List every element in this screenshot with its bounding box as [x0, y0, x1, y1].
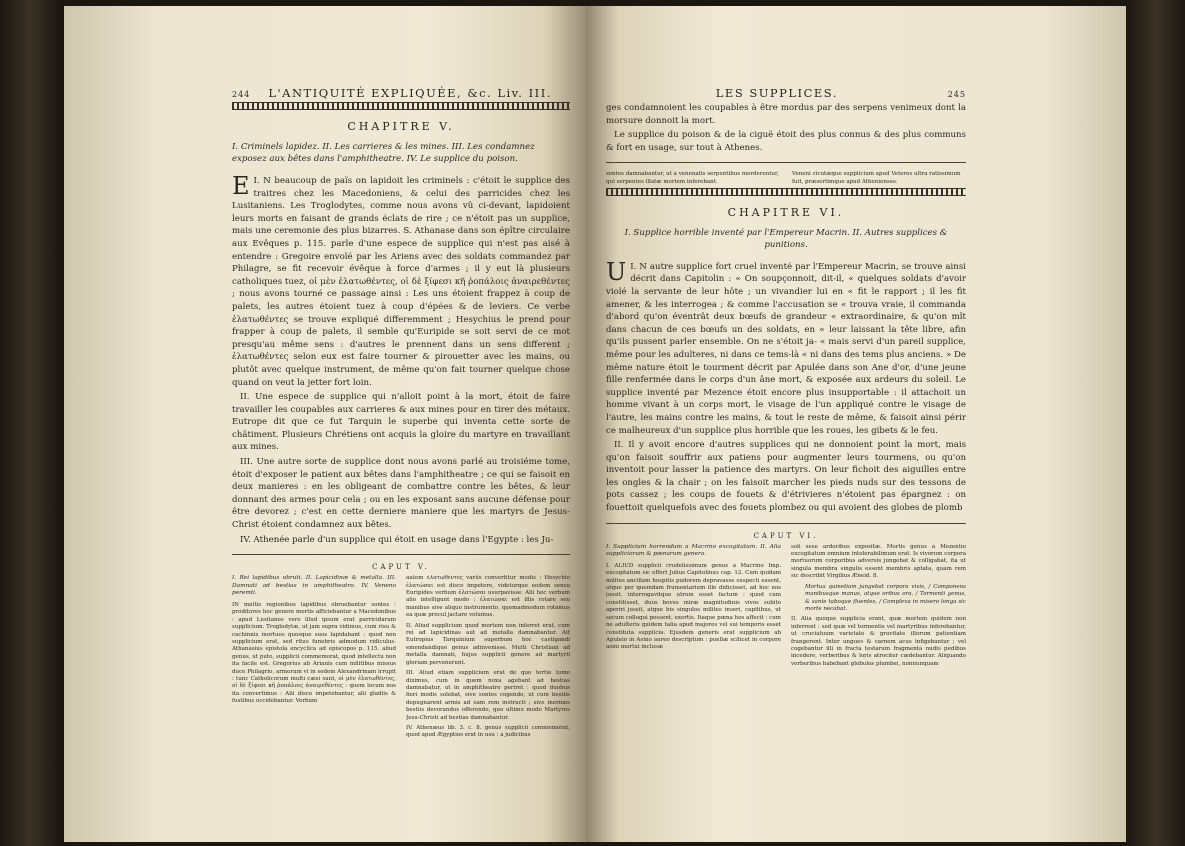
paragraph-1 — [232, 172, 571, 389]
page-number: 245 — [947, 90, 966, 99]
latin-footnote-right: Veneni cicutæque supplicium apud Veteres ultra ratissimum fuit, præsertimque apud Athenienses. — [792, 171, 961, 185]
latin-paragraph: IV. Athenæus lib. 3. c. 8. genus supplicii commemorat, quod apud Ægyptios erat in usu : a judicibus — [406, 724, 570, 739]
chapter-heading: CHAPITRE V. — [347, 120, 455, 133]
latin-paragraph: soli sese ardoribus expositæ. Mortis genus a Mezentio excogitatum omnium intolerabilimum erat. Is vivorum corpora mortuorum corporibus adversis jungebat & colligabat, ita ut singula membra singulis essent membris aptata, quam rem sic describit Virgilius Æneid. 8. — [791, 543, 966, 580]
divider — [606, 162, 966, 163]
paragraph-2: II. Il y avoit encore d'autres supplices qui ne donnoient point la mort, mais qu'on faisoit souffrir aux patiens pour augmenter leurs tourmens, ou qu'on inventoit pour lasser la patience des martyrs. On leur fichoit des aiguilles entre les ongles & la chair ; on les faisoit marcher les pieds nuds sur des tessons de pots cassez ; les coups de fouets & d'étrivieres n'étoient pas épargnez : on fouettoit quelquefois avec des fouets plombez ou qui avoient des globes de plomb — [606, 440, 966, 514]
ornamental-band — [606, 188, 966, 196]
latin-column-right — [791, 544, 966, 672]
divider — [232, 554, 570, 555]
left-page — [64, 6, 586, 842]
chapter-summary: I. Supplice horrible inventé par l'Empereur Macrin. II. Autres supplices & punitions. — [624, 227, 948, 250]
latin-column-left — [606, 544, 781, 672]
latin-paragraph: IN multis regionibus lapidibus obruebantur sontes : proditores hoc genere mortis afficiebantur a Macedonibus : apud Lusitanos vero illud ipsum erat parricidarum supplicium. Troglodytæ, ut jam supra vidimus, cum risu & cachinnis mortuos quosque suos lapidabant : quod non supplicium erat, sed ritus funebris admodum ridiculus. Athanasius epistola encyclica ad episcopos p. 115. aliud genus, ut puto, supplicii commemorat, quod intellectu non ita facile est. Gregorius ab Arianis cum militibus missus duce Philagrio, armorum vi in sedem Alexandrinam irrupit : tunc Catholicorum multi cæsi sunt, οἱ μὲν ἐλατωθέντες, οἱ δὲ ξίφεσι κῆ ῥοπάλοις ἀναιρεθέντες : quem locum nos ita convertimus : Alii disco impetebantur, alii gladiis & fustibus occidebantur. Verbum — [232, 602, 396, 705]
paragraph-prefix: I. — [253, 176, 264, 186]
latin-verse: Mortua quinetiam jungebat corpora vivis, / Componens manibusque manus, atque oribus ora, / Tormenti genus, & sanie taboque fluentes, / Complexu in misero longa sic morte necabat. — [805, 583, 966, 612]
drop-cap: E — [232, 172, 250, 200]
latin-columns — [232, 575, 570, 743]
latin-summary: I. Supplicium horrendum a Macrino excogitatum. II. Alia suppliciorum & pœnarum genera. — [606, 543, 781, 558]
chapter-heading: CHAPITRE VI. — [727, 205, 845, 219]
paragraph-1 — [606, 257, 966, 437]
chapter-summary: I. Criminels lapidez. II. Les carrieres & les mines. III. Les condamnez exposez aux bêtes dans l'amphitheatre. IV. Le supplice du poison. — [232, 142, 535, 164]
latin-paragraph: III. Aliud etiam supplicium erat de quo tertio tomo diximus, cum in quem noxa agebant ad bestias damnabatur, ut in amphitheatro periret : quod duobus fieri modis solebat, sive sontes cogendo, ut cum bestiis depugnarent armis ad eam rem instructi ; sive inermes bestiis devorandos offerendo, quo ultimo modo Martyres Jesu-Christi ad bestias damnabantur. — [406, 670, 570, 721]
running-head — [232, 86, 570, 100]
latin-summary: I. Rei lapidibus obruti. II. Lapicidinæ & metalla. III. Damnati ad bestias in amphitheatro. IV. Veneno peremti. — [232, 575, 396, 597]
paragraph-4: IV. Athenée parle d'un supplice qui étoit en usage dans l'Egypte : les Ju- — [240, 534, 554, 545]
running-title: L'ANTIQUITÉ EXPLIQUÉE, &c. Liv. III. — [268, 86, 552, 100]
running-head — [606, 86, 966, 100]
paragraph-2: II. Une espece de supplice qui n'alloit point à la mort, étoit de faire travailler les coupables aux carrieres & aux mines pour en tirer des métaux. Eutrope dit que ce fut Tarquin le superbe qui inventa cette sorte de châtiment. Plusieurs Chrétiens ont acquis la gloire du martyre en travaillant aux mines. — [232, 392, 570, 453]
ornamental-band — [232, 102, 570, 110]
latin-heading: CAPUT VI. — [753, 531, 819, 540]
latin-paragraph: II. Alia quoque supplicia erant, quæ mortem quidem non inferrent : sed quæ vel tormentis vel martyribus inferebantur, ut cruciatuum varietate & gravitate illorum patientiam frangerent. Inter ungues & carnem acus infigebantur ; vel cogebantur illi in fracta testarum fragmenta nudis pedibus incedere, verberibus & loris atrociter cædebantur. Aliquando verberibus habebant globulos plumbei, nonnunquam — [791, 616, 966, 667]
latin-footnote-row — [606, 171, 966, 185]
latin-paragraph: I. ALIUD supplicii crudelissimum genus a Macrino Imp. excogitatum sic effert Julius Capitolinus cap. 12. Cum quidam milites ancillam hospitis pudorem depravasse suspecti essent, atque per quemdam frumentarium ille didicisset, ad hoc eos jussit, interrogavitque utrum esset factum : quod cum constitisset, duos boves miræ magnitudinis vivos subito aperiri jussit, atque bis singulos milites inseri, capitibus, ut secum colloqui possent, exertis. Itaque pœna hos affecit : cum ne adulteris quidem talia apud majores vel sui temporis esset constituta supplicia. Ejusdem generis erat supplicium ab Apuleio in Asino aureo descriptum : puellæ scilicet in corpore asini mortui inclusæ — [606, 562, 781, 651]
latin-column-right — [406, 575, 570, 743]
latin-columns — [606, 544, 966, 672]
paragraph-text: N autre supplice fort cruel inventé par l'Empereur Macrin, se trouve ainsi décrit dans Capitolin : « On soupçonnoit, dit-il, « quelques soldats d'avoir violé la servante de leur hôte ; un vivandier lui en « fit le rapport ; il les fit amener, & les interrogea ; & comme l'accusation se « trouva vraie, il commanda d'abord qu'on éventrât deux bœufs de grandeur « extraordinaire, & qu'on mît dans chacun de ces bœufs un des soldats, en « leur laissant la tête libre, afin qu'ils pussent parler ensemble. On ne s'étoit ja- « mais servi d'un pareil supplice, même pour les adulteres, ni dans ce tems-là « ni dans des tems plus anciens. » De même nature étoit le tourment décrit par Apulée dans son Ane d'or, d'une jeune fille renfermée dans le corps d'un âne mort, & exposée aux ardeurs du soleil. Le supplice inventé par Mezence étoit encore plus insupportable : il attachoit un homme vivant à un corps mort, le visage de l'un appliqué contre le visage de l'autre, les mains contre les mains, & tout le reste de même, & faisoit ainsi périr ce malheureux d'un supplice plus horrible que les roues, les gibets & le feu. — [606, 261, 966, 436]
divider — [606, 523, 966, 524]
page-number: 244 — [232, 90, 251, 99]
paragraph-prefix: I. — [630, 261, 640, 272]
paragraph-poison: Le supplice du poison & de la ciguë étoit des plus connus & des plus communs & fort en usage, sur tout à Athenes. — [606, 130, 966, 153]
paragraph-continued: ges condamnoient les coupables à être mordus par des serpens venimeux dont la morsure donnoit la mort. — [606, 103, 966, 126]
latin-column-left — [232, 575, 396, 743]
latin-paragraph: autem ἐλατωθέντες variis convertitur modis : Hesychio ἐλατώσαι est disco impetere, videturque eodem sensu Euripides verbum ἐλατώσαι usurpavisse. Alii hoc verbum alio intelligunt modo : ἐλατώσαι est illis rotare seu manibus sive aliquo instrumento, quemadmodum rotamus ea quæ procul jactare volumus. — [406, 575, 570, 619]
paragraph-text: N beaucoup de païs on lapidoit les criminels : c'étoit le supplice des traitres chez les Macedoniens, & celui des parricides chez les Lusitaniens. Les Troglodytes, comme nous avons vû ci-devant, lapidoient leurs morts en faisant de grands éclats de rire ; ce n'étoit pas un supplice, mais une ceremonie des plus bizarres. S. Athanase dans son épître circulaire aux Evêques p. 115. parle d'une espece de supplice qui n'est pas aisé à entendre : Gregoire envoïé par les Ariens avec des soldats commandez par Philagre, se fit recevoir évêque à force d'armes ; il y eut là plusieurs catholiques tuez, οἱ μὲν ἐλατωθέντες, οἱ δὲ ξίφεσι κῆ ῥοπάλοις ἀναιρεθέντες ; nous avons tourné ce passage ainsi : Les uns étoient frappez à coup de palets, les autres étoient tuez à coup d'épées & de leviers. Ce verbe ἐλατωθέντες se trouve expliqué differemment ; Hesychius le prend pour frapper à coup de palets, il semble qu'Euripide se soit servi de ce mot presqu'au même sens : d'autres le prennent dans un sens different ; ἐλατωθέντες selon eux est faire tourner & pirouetter avec les mains, ou plutôt avec quelque instrument, de même qu'on fait tourner quelque chose quand on veut la jetter fort loin. — [232, 176, 571, 388]
paragraph-3: III. Une autre sorte de supplice dont nous avons parlé au troisiéme tome, étoit d'exposer le patient aux bêtes dans l'amphitheatre ; ce qui se faisoit en deux manieres : en les obligeant de combattre contre les bêtes, & leur donnant des armes pour cela ; ou en les exposant sans aucune défense pour être devorez ; c'est en cette derniere maniere que les martyrs de Jesus-Christ étoient condamnez aux bêtes. — [232, 457, 570, 531]
latin-footnote-left: sontes damnabantur, ut a venenatis serpentibus morderentur, qui serpentes illatæ mortem inferebant. — [606, 171, 779, 185]
latin-heading: CAPUT V. — [372, 563, 430, 572]
latin-paragraph: II. Aliud supplicium quod mortem non inferret erat, cum rei ad lapicidinas aut ad metalla damnabantur. Ait Eutropius Tarquinium superbum hoc castigandi emendandique genus adinvenisse. Multi Christiani ad metalla damnati, hujus supplicii genere ad martyrii gloriam pervenerunt. — [406, 622, 570, 666]
running-title: LES SUPPLICES. — [715, 86, 838, 100]
drop-cap: U — [606, 257, 627, 286]
right-page — [586, 6, 1126, 842]
